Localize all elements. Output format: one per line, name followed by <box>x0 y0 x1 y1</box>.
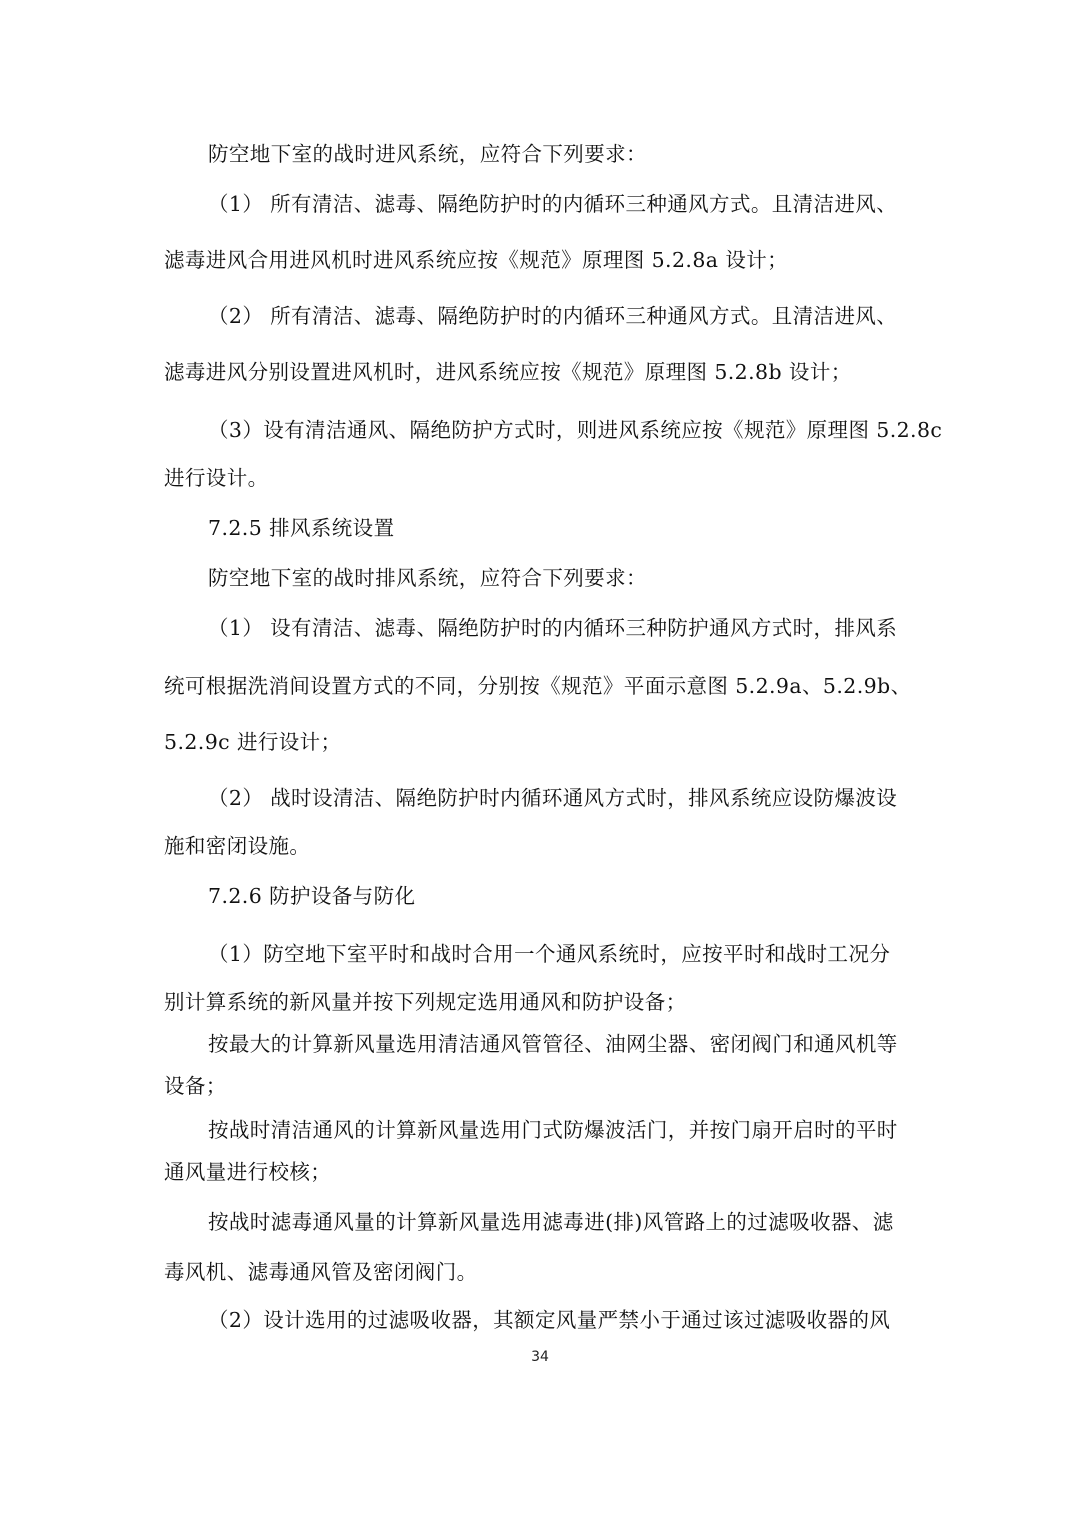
paragraph-line: 施和密闭设施。 <box>164 834 311 858</box>
page-number: 34 <box>531 1349 549 1365</box>
paragraph-line: （2） 所有清洁、滤毒、隔绝防护时的内循环三种通风方式。且清洁进风、 <box>208 304 898 328</box>
paragraph-line: 滤毒进风合用进风机时进风系统应按《规范》原理图 5.2.8a 设计； <box>164 248 789 272</box>
paragraph-line: 5.2.9c 进行设计； <box>164 730 342 754</box>
paragraph-line: 按最大的计算新风量选用清洁通风管管径、油网尘器、密闭阀门和通风机等 <box>208 1032 898 1056</box>
paragraph-line: 防空地下室的战时排风系统，应符合下列要求： <box>208 566 647 590</box>
paragraph-line: 设备； <box>164 1074 227 1098</box>
paragraph-line: （3）设有清洁通风、隔绝防护方式时，则进风系统应按《规范》原理图 5.2.8c <box>208 418 943 442</box>
paragraph-line: 防空地下室的战时进风系统，应符合下列要求： <box>208 142 647 166</box>
paragraph-line: 按战时清洁通风的计算新风量选用门式防爆波活门，并按门扇开启时的平时 <box>208 1118 898 1142</box>
paragraph-line: （2） 战时设清洁、隔绝防护时内循环通风方式时，排风系统应设防爆波设 <box>208 786 898 810</box>
paragraph-line: （1） 所有清洁、滤毒、隔绝防护时的内循环三种通风方式。且清洁进风、 <box>208 192 898 216</box>
paragraph-line: （1）防空地下室平时和战时合用一个通风系统时，应按平时和战时工况分 <box>208 942 891 966</box>
section-heading: 7.2.6 防护设备与防化 <box>208 884 416 908</box>
paragraph-line: 别计算系统的新风量并按下列规定选用通风和防护设备； <box>164 990 687 1014</box>
paragraph-line: 统可根据洗消间设置方式的不同，分别按《规范》平面示意图 5.2.9a、5.2.9b、 <box>164 674 912 698</box>
paragraph-line: 毒风机、滤毒通风管及密闭阀门。 <box>164 1260 478 1284</box>
paragraph-line: （1） 设有清洁、滤毒、隔绝防护时的内循环三种防护通风方式时，排风系 <box>208 616 898 640</box>
paragraph-line: （2）设计选用的过滤吸收器，其额定风量严禁小于通过该过滤吸收器的风 <box>208 1308 891 1332</box>
paragraph-line: 按战时滤毒通风量的计算新风量选用滤毒进(排)风管路上的过滤吸收器、滤 <box>208 1210 894 1234</box>
paragraph-line: 进行设计。 <box>164 466 269 490</box>
paragraph-line: 滤毒进风分别设置进风机时，进风系统应按《规范》原理图 5.2.8b 设计； <box>164 360 852 384</box>
paragraph-line: 通风量进行校核； <box>164 1160 332 1184</box>
section-heading: 7.2.5 排风系统设置 <box>208 516 395 540</box>
